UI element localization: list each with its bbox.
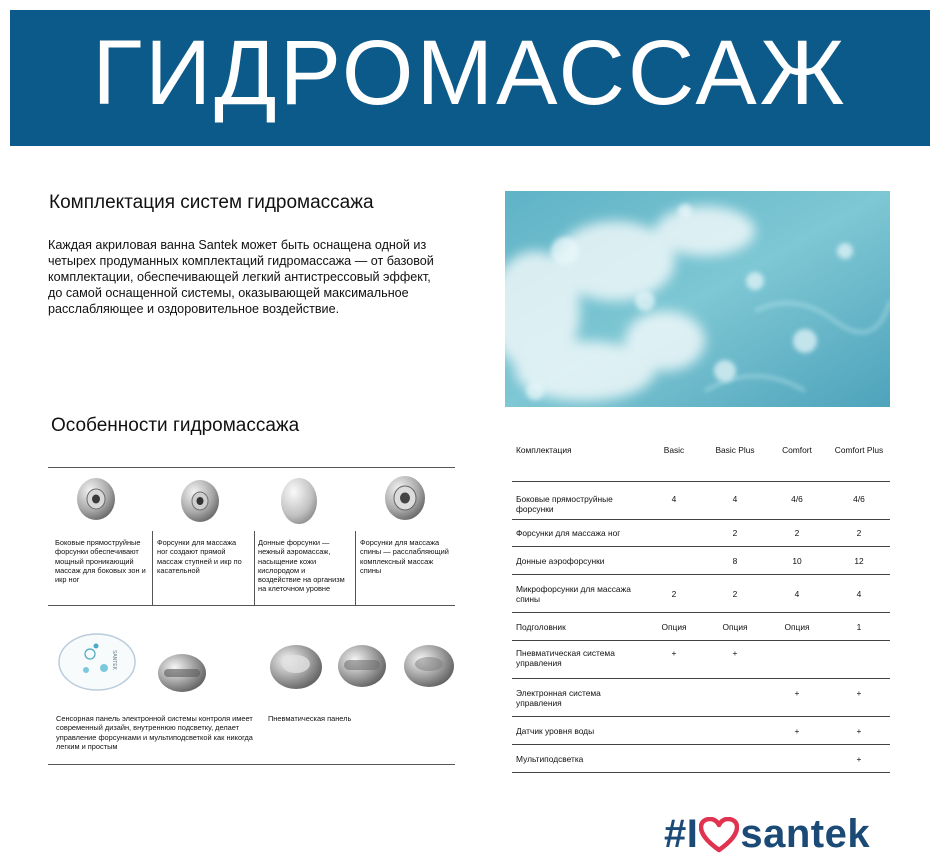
table-header-row <box>512 436 890 482</box>
table-row <box>512 575 890 613</box>
table-cell: + <box>828 679 890 717</box>
section-heading-configurations: Комплектация систем гидромассажа <box>49 192 374 213</box>
intro-paragraph: Каждая акриловая ванна Santek может быть оснащена одной из четырех продуманных комплектаций гидромассажа — от базовой комплектации, обеспечивающей легкий антистрессовый эффект, до самой оснащенной системы, оказывающей максимальное расслабляющее и оздоровительное воздействие. <box>48 238 434 316</box>
hashtag-prefix: #I <box>664 812 699 856</box>
table-cell: 4 <box>766 575 828 613</box>
table-cell: 10 <box>766 547 828 575</box>
table-row <box>512 482 890 520</box>
divider <box>152 531 153 605</box>
table-cell: + <box>828 717 890 745</box>
feature-caption: Донные форсунки — нежный аэромассаж, насыщение кожи кислородом и воздействие на организм на клеточном уровне <box>258 538 345 594</box>
panel-caption: Пневматическая панель <box>268 714 352 723</box>
table-row-label: Форсунки для массажа ног <box>512 520 644 547</box>
table-cell <box>766 641 828 679</box>
table-row-label: Пневматическая система управления <box>512 641 644 679</box>
divider <box>48 467 455 468</box>
table-header-cell: Комплектация <box>512 436 644 482</box>
table-cell <box>704 679 766 717</box>
table-cell <box>704 717 766 745</box>
table-cell: 4 <box>828 575 890 613</box>
table-header-cell: Basic <box>644 436 704 482</box>
table-cell: 4 <box>704 482 766 520</box>
table-header-cell: Basic Plus <box>704 436 766 482</box>
section-heading-features: Особенности гидромассажа <box>51 415 300 436</box>
table-header-cell: Comfort <box>766 436 828 482</box>
pneumatic-button-image <box>336 642 388 690</box>
control-knob-image <box>156 652 208 694</box>
foot-jet-nozzle-image <box>177 478 223 524</box>
table-cell: 8 <box>704 547 766 575</box>
table-cell: 2 <box>766 520 828 547</box>
table-row <box>512 547 890 575</box>
table-row <box>512 520 890 547</box>
heart-icon <box>699 817 739 853</box>
table-row-label: Донные аэрофорсунки <box>512 547 644 575</box>
brand-hashtag <box>664 812 870 857</box>
hashtag-brand: santek <box>740 812 871 856</box>
spec-table <box>512 436 890 773</box>
table-cell: + <box>828 745 890 773</box>
table-row <box>512 717 890 745</box>
table-cell: 4/6 <box>766 482 828 520</box>
table-cell: 4/6 <box>828 482 890 520</box>
table-cell: 1 <box>828 613 890 641</box>
table-cell: 12 <box>828 547 890 575</box>
side-jet-nozzle-image <box>73 476 119 522</box>
table-cell: Опция <box>644 613 704 641</box>
table-header-cell: Comfort Plus <box>828 436 890 482</box>
table-cell <box>704 745 766 773</box>
table-row-label: Электронная система управления <box>512 679 644 717</box>
table-row-label: Датчик уровня воды <box>512 717 644 745</box>
table-row <box>512 641 890 679</box>
table-row <box>512 745 890 773</box>
divider <box>48 764 455 765</box>
divider <box>254 531 255 605</box>
feature-caption: Форсунки для массажа спины — расслабляющий комплексный массаж спины <box>360 538 449 575</box>
table-cell: 4 <box>644 482 704 520</box>
table-cell <box>766 745 828 773</box>
table-row-label: Подголовник <box>512 613 644 641</box>
bottom-air-jet-image <box>277 476 321 526</box>
table-cell: Опция <box>766 613 828 641</box>
table-cell <box>644 745 704 773</box>
table-row-label: Микрофорсунки для массажа спины <box>512 575 644 613</box>
water-jets-photo <box>505 191 890 407</box>
table-cell: 2 <box>644 575 704 613</box>
table-row-label: Мультиподсветка <box>512 745 644 773</box>
banner-title: ГИДРОМАССАЖ <box>92 22 848 124</box>
table-cell: Опция <box>704 613 766 641</box>
panel-caption: Сенсорная панель электронной системы контроля имеет современный дизайн, внутреннюю подсветку, делает управление форсунками и мультиподсветкой как никогда легким и простым <box>56 714 253 751</box>
panel-brand-label: SANTEK <box>111 650 117 671</box>
divider <box>48 605 455 606</box>
feature-caption: Форсунки для массажа ног создают прямой массаж ступней и икр по касательной <box>157 538 242 575</box>
pneumatic-button-image <box>402 642 456 690</box>
table-cell: 2 <box>704 520 766 547</box>
back-jet-nozzle-image <box>381 474 429 522</box>
touch-control-panel-image <box>56 630 138 694</box>
table-cell: + <box>644 641 704 679</box>
table-cell <box>644 547 704 575</box>
feature-caption: Боковые прямоструйные форсунки обеспечивают мощный проникающий массаж для боковых зон и икр ног <box>55 538 146 585</box>
table-cell: 2 <box>704 575 766 613</box>
table-cell: + <box>766 717 828 745</box>
header-banner <box>10 10 930 146</box>
table-cell: 2 <box>828 520 890 547</box>
table-cell: + <box>766 679 828 717</box>
table-cell <box>644 520 704 547</box>
table-cell <box>828 641 890 679</box>
table-row <box>512 679 890 717</box>
table-cell: + <box>704 641 766 679</box>
divider <box>355 531 356 605</box>
table-row <box>512 613 890 641</box>
table-cell <box>644 717 704 745</box>
table-row-label: Боковые прямоструйные форсунки <box>512 482 644 520</box>
pneumatic-button-image <box>268 642 324 692</box>
table-cell <box>644 679 704 717</box>
